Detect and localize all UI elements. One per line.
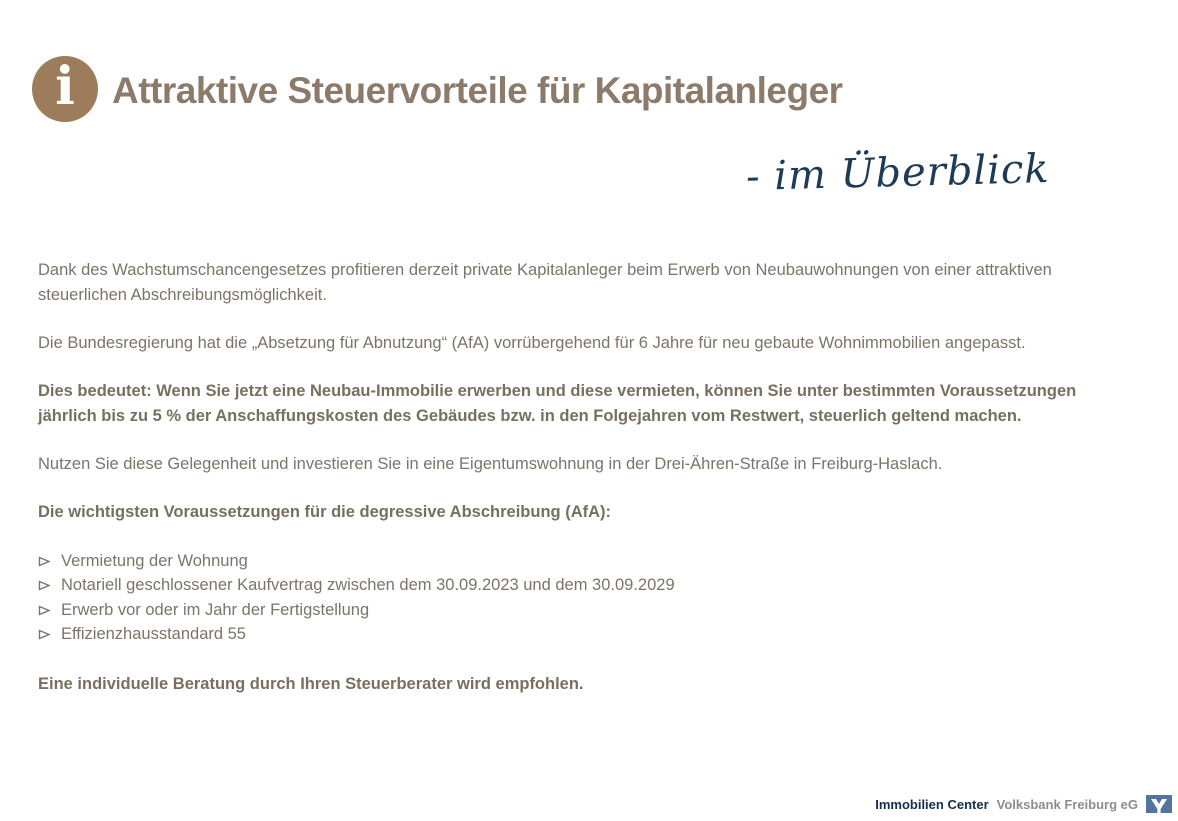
list-item <box>38 549 1118 574</box>
arrow-bullet-icon <box>38 628 51 641</box>
info-icon <box>32 56 98 122</box>
info-icon-glyph: i <box>55 56 75 117</box>
list-heading: Die wichtigsten Voraussetzungen für die degressive Abschreibung (AfA): <box>38 503 612 521</box>
arrow-bullet-icon <box>38 555 51 568</box>
arrow-bullet-icon <box>38 604 51 617</box>
footer-bank-name-label: Volksbank Freiburg eG <box>996 796 1138 812</box>
arrow-bullet-icon <box>38 579 51 592</box>
list-item-label: Notariell geschlossener Kaufvertrag zwischen dem 30.09.2023 und dem 30.09.2029 <box>61 576 675 595</box>
paragraph-meaning-bold: Dies bedeutet: Wenn Sie jetzt eine Neubau-Immobilie erwerben und diese vermieten, können Sie unter bestimmten Voraussetzungen jährlich bis zu 5 % der Anschaffungskosten des Gebäudes bzw. in den Folgejahren vom Restwert, steuerlich geltend machen. <box>38 382 1077 425</box>
paragraph-cta: Nutzen Sie diese Gelegenheit und investieren Sie in eine Eigentumswohnung in der Drei-Ähren-Straße in Freiburg-Haslach. <box>38 455 943 473</box>
paragraph-intro: Dank des Wachstumschancengesetzes profitieren derzeit private Kapitalanleger beim Erwerb von Neubauwohnungen von einer attraktiven steuerlichen Abschreibungsmöglichkeit. <box>38 261 1052 304</box>
closing-advice-bold: Eine individuelle Beratung durch Ihren Steuerberater wird empfohlen. <box>38 675 584 693</box>
list-item-label: Erwerb vor oder im Jahr der Fertigstellung <box>61 600 370 619</box>
list-item <box>38 623 1118 648</box>
footer-immobilien-center-label: Immobilien Center <box>875 796 989 812</box>
footer <box>875 795 1172 813</box>
list-item-label: Vermietung der Wohnung <box>61 551 248 570</box>
requirements-list <box>38 549 1118 647</box>
handwritten-subtitle: - im Überblick <box>745 146 1051 200</box>
page-title: Attraktive Steuervorteile für Kapitalanleger <box>112 70 843 111</box>
page-header <box>32 56 843 122</box>
paragraph-afa: Die Bundesregierung hat die „Absetzung für Abnutzung“ (AfA) vorrübergehend für 6 Jahre für neu gebaute Wohnimmobilien angepasst. <box>38 334 1026 352</box>
volksbank-vr-logo <box>1146 795 1172 813</box>
list-item <box>38 598 1118 623</box>
list-item-label: Effizienzhausstandard 55 <box>61 625 246 644</box>
document-body <box>38 258 1118 721</box>
list-item <box>38 574 1118 599</box>
